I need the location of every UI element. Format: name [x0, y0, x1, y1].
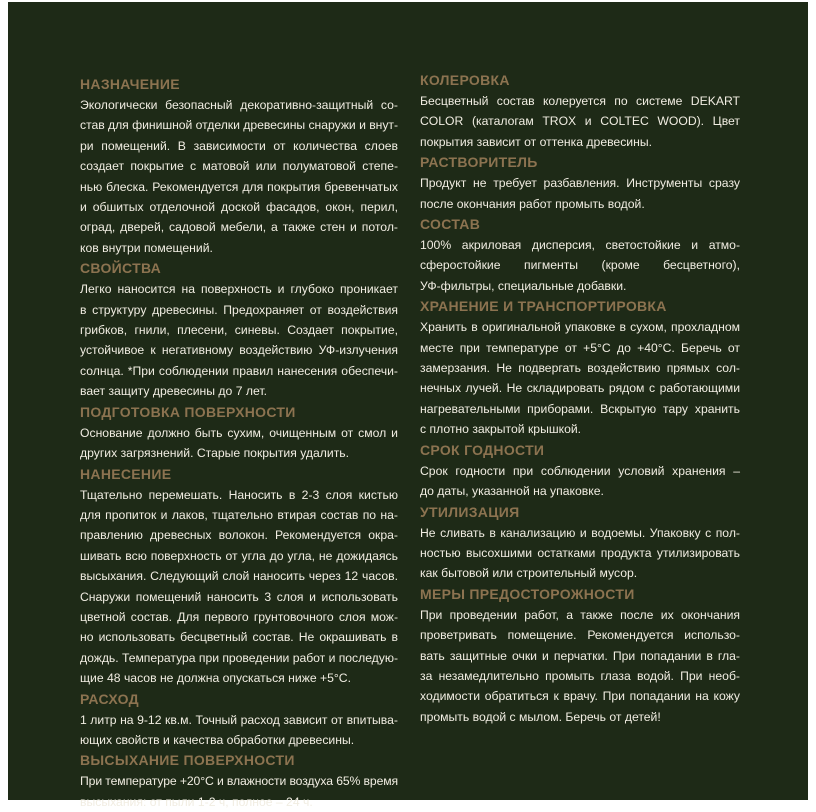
left-column [80, 74, 398, 812]
section-right-6 [420, 584, 740, 727]
section-right-5 [420, 502, 740, 584]
body-line: в структуру древесины. Предохраняет от воздействия [80, 302, 398, 317]
body-line: после окончания работ промыть водой. [420, 196, 645, 211]
section-heading: НАНЕСЕНИЕ [80, 465, 172, 482]
body-line: Не сливать в канализацию и водоемы. Упаковку с пол- [420, 525, 740, 540]
section-right-0 [420, 70, 740, 152]
section-right-2 [420, 214, 740, 296]
body-line: ри помещений. В зависимости от количества слоев [80, 138, 398, 153]
section-body [420, 605, 740, 727]
body-line: нагревательными приборами. Вскрытую тару хранить [420, 401, 740, 416]
body-line: для пропиток и лаков, тщательно втирая состав по на- [80, 507, 398, 522]
section-right-3 [420, 296, 740, 439]
body-line: вать защитные очки и перчатки. При попадании в гла- [420, 648, 740, 663]
section-right-1 [420, 152, 740, 214]
body-line: Снаружи помещений наносить 3 слоя и использовать [80, 589, 398, 604]
section-body [420, 523, 740, 584]
section-heading: ВЫСЫХАНИЕ ПОВЕРХНОСТИ [80, 752, 295, 769]
body-line: промыть водой с мылом. Беречь от детей! [420, 709, 661, 724]
section-heading: ПОДГОТОВКА ПОВЕРХНОСТИ [80, 403, 296, 420]
section-heading: СОСТАВ [420, 216, 481, 233]
section-body [80, 710, 398, 751]
section-left-4 [80, 689, 398, 751]
section-body [80, 95, 398, 258]
section-body [80, 771, 398, 812]
body-line: оград, дверей, садовой мебели, а также стен и потол- [80, 220, 398, 235]
section-right-4 [420, 440, 740, 502]
body-line: сферостойкие пигменты (кроме бесцветного), [420, 258, 740, 273]
body-line: замерзания. Не подвергать воздействию прямых сол- [420, 361, 740, 376]
body-line: 1 литр на 9-12 кв.м. Точный расход зависит от впитыва- [80, 712, 398, 727]
body-line: с плотно закрытой крышкой. [420, 422, 582, 437]
section-body [80, 423, 398, 464]
body-line: высыхания: от пыли 1-2 ч, полное – 24 ч. [80, 794, 313, 809]
body-line: Продукт не требует разбавления. Инструменты сразу [420, 176, 740, 191]
body-line: нью блеска. Рекомендуется для покрытия бревенчатых [80, 179, 398, 194]
body-line: как бытовой или строительный мусор. [420, 566, 638, 581]
body-line: УФ-фильтры, специальные добавки. [420, 278, 627, 293]
body-line: солнца. *При соблюдении правил нанесения обеспечи- [80, 363, 398, 378]
body-line: высыхания. Следующий слой наносить через 12 часов. [80, 569, 398, 584]
body-line: шивать всю поверхность от угла до угла, не дожидаясь [80, 548, 398, 563]
section-heading: РАСХОД [80, 690, 139, 707]
body-line: покрытия зависит от оттенка древесины. [420, 134, 652, 149]
section-body [420, 317, 740, 439]
body-line: став для финишной отделки древесины снаружи и внут- [80, 118, 398, 133]
section-heading: СВОЙСТВА [80, 260, 162, 277]
body-line: Тщательно перемешать. Наносить в 2-3 слоя кистью [80, 487, 398, 502]
body-line: других загрязнений. Старые покрытия удалить. [80, 446, 350, 461]
section-heading: СРОК ГОДНОСТИ [420, 441, 545, 458]
body-line: ходимости обратиться к врачу. При попадании на кожу [420, 689, 740, 704]
body-line: 100% акриловая дисперсия, светостойкие и атмо- [420, 238, 740, 253]
section-left-5 [80, 750, 398, 812]
body-line: но использовать бесцветный состав. Не окрашивать в [80, 630, 398, 645]
body-line: правлению древесных волокон. Рекомендуется окра- [80, 528, 398, 543]
body-line: Основание должно быть сухим, очищенным от смол и [80, 425, 398, 440]
body-line: грибков, гнили, плесени, синевы. Создает покрытие, [80, 323, 398, 338]
section-body [420, 91, 740, 152]
section-body [80, 279, 398, 401]
body-line: Легко наносится на поверхность и глубоко проникает [80, 282, 398, 297]
body-line: Хранить в оригинальной упаковке в сухом, прохладном [420, 320, 740, 335]
body-line: COLOR (каталогам TROX и COLTEC WOOD). Цвет [420, 114, 740, 129]
body-line: Бесцветный состав колеруется по системе DEKART [420, 94, 740, 108]
right-column [420, 70, 740, 727]
section-body [420, 173, 740, 214]
body-line: ющих свойств и качества обработки древесины. [80, 732, 355, 747]
body-line: нечных лучей. Не складировать рядом с работающими [420, 381, 740, 396]
section-left-2 [80, 402, 398, 464]
body-line: При проведении работ, а также после их окончания [420, 607, 740, 622]
section-heading: ХРАНЕНИЕ И ТРАНСПОРТИРОВКА [420, 298, 667, 315]
body-line: дождь. Температура при проведении работ и последую- [80, 650, 398, 665]
body-line: месте при температуре от +5°С до +40°С. Беречь от [420, 340, 740, 355]
document-panel [8, 2, 808, 809]
section-heading: НАЗНАЧЕНИЕ [80, 76, 180, 92]
section-body [420, 235, 740, 296]
body-line: ностью высохшими остатками продукта утилизировать [420, 545, 740, 560]
section-heading: КОЛЕРОВКА [420, 72, 510, 88]
body-line: и обшитых отделочной доской фасадов, окон, перил, [80, 200, 398, 215]
body-line: вает защиту древесины до 7 лет. [80, 384, 267, 399]
body-line: проветривать помещение. Рекомендуется использо- [420, 628, 740, 643]
body-line: до даты, указанной на упаковке. [420, 484, 604, 499]
body-line: Экологически безопасный декоративно-защитный со- [80, 98, 398, 112]
body-line: При температуре +20°С и влажности воздуха 65% время [80, 774, 398, 789]
section-left-3 [80, 464, 398, 689]
body-line: за незамедлительно промыть глаза водой. При необ- [420, 668, 740, 683]
section-heading: МЕРЫ ПРЕДОСТОРОЖНОСТИ [420, 585, 635, 602]
body-line: щие 48 часов не должна опускаться ниже +5°С. [80, 671, 351, 686]
section-heading: УТИЛИЗАЦИЯ [420, 503, 520, 520]
body-line: ков внутри помещений. [80, 240, 213, 255]
body-line: Срок годности при соблюдении условий хранения – [420, 463, 740, 478]
section-body [80, 485, 398, 689]
body-line: устойчивое к негативному воздействию УФ-излучения [80, 343, 398, 358]
section-heading: РАСТВОРИТЕЛЬ [420, 154, 538, 171]
body-line: цветной состав. Для первого грунтовочного слоя мож- [80, 609, 398, 624]
section-left-0 [80, 74, 398, 258]
body-line: создает покрытие с матовой или полуматовой степе- [80, 159, 398, 174]
section-body [420, 461, 740, 502]
section-left-1 [80, 258, 398, 401]
